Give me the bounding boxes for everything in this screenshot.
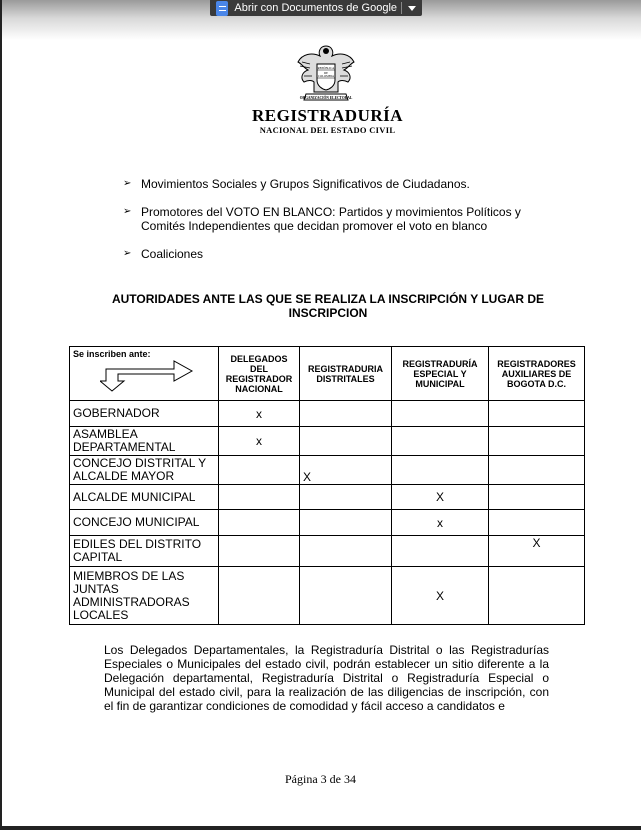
row-mark: X <box>392 567 489 625</box>
open-with-google-docs-button[interactable] <box>210 0 422 16</box>
column-header: DELEGADOS DEL REGISTRADOR NACIONAL <box>219 347 300 401</box>
row-mark <box>489 427 585 456</box>
list-item <box>123 247 563 261</box>
arrow-diagram-icon <box>100 357 224 395</box>
row-mark <box>489 401 585 427</box>
row-label: CONCEJO MUNICIPAL <box>70 510 219 536</box>
row-label: ASAMBLEA DEPARTAMENTAL <box>70 427 219 456</box>
table-row <box>70 567 585 625</box>
row-mark: X <box>489 536 585 567</box>
row-label: CONCEJO DISTRITAL Y ALCALDE MAYOR <box>70 456 219 485</box>
row-mark <box>219 485 300 510</box>
chevron-down-icon[interactable] <box>408 6 416 11</box>
row-mark: x <box>219 401 300 427</box>
table-row <box>70 536 585 567</box>
row-mark <box>392 401 489 427</box>
row-mark: x <box>219 427 300 456</box>
bullet-list <box>123 177 563 275</box>
bullet-arrow-icon: ➢ <box>123 206 132 217</box>
row-mark <box>300 567 392 625</box>
google-docs-icon <box>216 1 228 16</box>
row-mark <box>489 567 585 625</box>
table-row <box>70 456 585 485</box>
row-mark <box>300 427 392 456</box>
column-header: REGISTRADORES AUXILIARES DE BOGOTA D.C. <box>489 347 585 401</box>
row-mark <box>300 510 392 536</box>
seal-text-3: COLOMBIA <box>317 74 335 78</box>
row-label: GOBERNADOR <box>70 401 219 427</box>
row-mark <box>392 456 489 485</box>
row-mark <box>392 536 489 567</box>
table-row <box>70 485 585 510</box>
row-mark <box>300 401 392 427</box>
page-edge-bottom <box>0 826 641 830</box>
bullet-arrow-icon: ➢ <box>123 248 132 259</box>
list-item <box>123 205 563 233</box>
organization-subtitle: NACIONAL DEL ESTADO CIVIL <box>259 125 396 135</box>
bullet-arrow-icon: ➢ <box>123 178 132 189</box>
row-mark: X <box>392 485 489 510</box>
column-header: REGISTRADURÍA ESPECIAL Y MUNICIPAL <box>392 347 489 401</box>
seal-ribbon-text: ORGANIZACIÓN ELECTORAL <box>299 96 353 100</box>
corner-label: Se inscriben ante: <box>73 349 151 359</box>
row-label: ALCALDE MUNICIPAL <box>70 485 219 510</box>
row-mark <box>300 485 392 510</box>
row-label: MIEMBROS DE LAS JUNTAS ADMINISTRADORAS LOCALES <box>70 567 219 625</box>
row-mark <box>219 567 300 625</box>
row-mark <box>489 456 585 485</box>
row-mark: X <box>300 456 392 485</box>
organization-name: REGISTRADURÍA <box>251 106 404 125</box>
table-header-row <box>70 347 585 401</box>
page-number: Página 3 de 34 <box>285 772 356 786</box>
bullet-text: Movimientos Sociales y Grupos Significativos de Ciudadanos. <box>141 177 470 191</box>
inscription-table <box>69 346 585 625</box>
body-paragraph: Los Delegados Departamentales, la Registraduría Distrital o las Registradurías Especiales o Municipales del estado civil, podrán establecer un sitio diferente a la Delegación departamental, Registraduría Distrital o Registraduría Especial o Municipal del estado civil, para la realización de las diligencias de inscripción, con el fin de garantizar condiciones de comodidad y fácil acceso a candidatos e <box>104 643 549 713</box>
row-mark <box>219 510 300 536</box>
bullet-text: Promotores del VOTO EN BLANCO: Partidos y movimientos Políticos y Comités Independientes que decidan promover el voto en blanco <box>141 205 521 233</box>
row-mark <box>219 536 300 567</box>
table-row <box>70 401 585 427</box>
row-mark <box>300 536 392 567</box>
table-row <box>70 510 585 536</box>
open-with-label: Abrir con Documentos de Google <box>234 2 398 14</box>
table-row <box>70 427 585 456</box>
list-item <box>123 177 563 191</box>
coat-of-arms-icon <box>290 42 362 106</box>
column-header: REGISTRADURIA DISTRITALES <box>300 347 392 401</box>
row-label: EDILES DEL DISTRITO CAPITAL <box>70 536 219 567</box>
button-separator <box>401 2 402 14</box>
table-corner-cell <box>70 347 219 401</box>
section-title: AUTORIDADES ANTE LAS QUE SE REALIZA LA INSCRIPCIÓN Y LUGAR DE INSCRIPCION <box>111 292 545 320</box>
page-edge-left <box>0 0 2 830</box>
row-mark <box>489 485 585 510</box>
row-mark <box>392 427 489 456</box>
row-mark <box>489 510 585 536</box>
row-mark: x <box>392 510 489 536</box>
seal-text-2: DE <box>324 71 328 75</box>
bullet-text: Coaliciones <box>141 247 204 261</box>
seal-text-1: REPÚBLICA <box>317 66 335 70</box>
row-mark <box>219 456 300 485</box>
